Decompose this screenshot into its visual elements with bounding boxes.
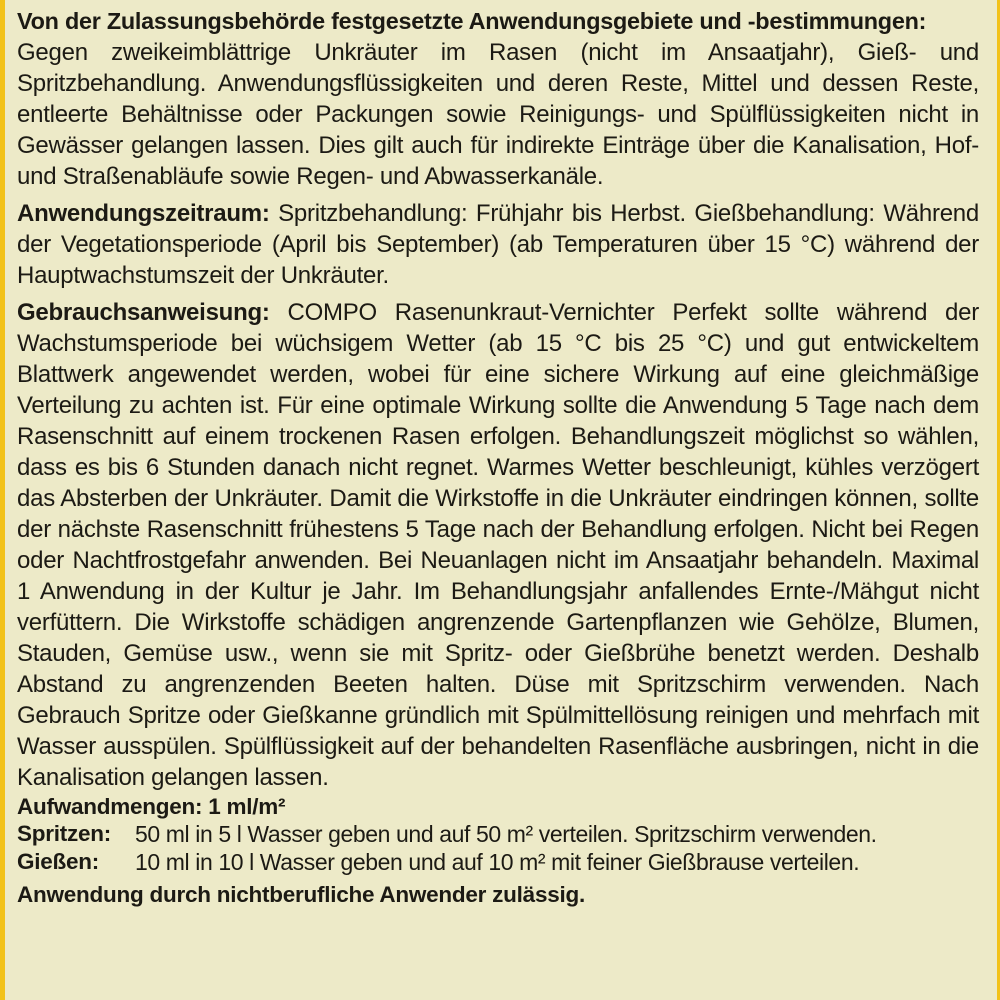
dosage-text-spraying: 50 ml in 5 l Wasser geben und auf 50 m² verteilen. Spritzschirm verwenden. (135, 821, 877, 847)
section-instructions (17, 297, 979, 793)
section-title-application-areas: Von der Zulassungsbehörde festgesetzte Anwendungsgebiete und -bestimmungen: (17, 8, 927, 34)
product-label-text-panel (5, 0, 997, 1000)
dosage-row-watering (17, 848, 979, 876)
section-title-instructions: Gebrauchsanweisung: (17, 299, 270, 326)
dosage-label-watering: Gießen: (17, 849, 100, 874)
dosage-label-spraying: Spritzen: (17, 821, 112, 846)
dosage-text-watering: 10 ml in 10 l Wasser geben und auf 10 m² mit feiner Gießbrause verteilen. (135, 849, 860, 875)
section-text-instructions: COMPO Rasenunkraut-Vernichter Perfekt sollte während der Wachstumsperiode bei wüchsigem Wetter (ab 15 °C bis 25 °C) und gut entwickeltem Blattwerk angewendet werden, wobei für eine sichere Wirkung auf eine gleichmäßige Verteilung zu achten ist. Für eine optimale Wirkung sollte die Anwendung 5 Tage nach dem Rasenschnitt auf einem trockenen Rasen erfolgen. Behandlungszeit möglichst so wählen, dass es bis 6 Stunden danach nicht regnet. Warmes Wetter beschleunigt, kühles verzögert das Absterben der Unkräuter. Damit die Wirkstoffe in die Unkräuter eindringen können, sollte der nächste Rasenschnitt frühestens 5 Tage nach der Behandlung erfolgen. Nicht bei Regen oder Nachtfrostgefahr anwenden. Bei Neuanlagen nicht im Ansaatjahr behandeln. Maximal 1 Anwendung in der Kultur je Jahr. Im Behandlungsjahr anfallendes Ernte-/Mähgut nicht verfüttern. Die Wirkstoffe schädigen angrenzende Gartenpflanzen wie Gehölze, Blumen, Stauden, Gemüse usw., wenn sie mit Spritz- oder Gießbrühe benetzt werden. Deshalb Abstand zu angrenzenden Beeten halten. Düse mit Spritzschirm verwenden. Nach Gebrauch Spritze oder Gießkanne gründlich mit Spülmittellösung reinigen und mehrfach mit Wasser ausspülen. Spülflüssigkeit auf der behandelten Rasenfläche ausbringen, nicht in die Kanalisation gelangen lassen. (17, 299, 979, 791)
footer-note: Anwendung durch nichtberufliche Anwender zulässig. (17, 882, 585, 907)
dosage-row-spraying (17, 820, 979, 848)
section-application-areas (17, 6, 979, 192)
dosage-title: Aufwandmengen: 1 ml/m² (17, 794, 286, 819)
section-text-application-period: Spritzbehandlung: Frühjahr bis Herbst. Gießbehandlung: Während der Vegetationsperiode (April bis September) (ab Temperaturen über 15 °C) während der Hauptwachstumszeit der Unkräuter. (17, 200, 979, 289)
section-title-application-period: Anwendungszeitraum: (17, 200, 270, 227)
section-text-application-areas: Gegen zweikeimblättrige Unkräuter im Rasen (nicht im Ansaatjahr), Gieß- und Spritzbehandlung. Anwendungsflüssigkeiten und deren Reste, Mittel und dessen Reste, entleerte Behältnisse oder Packungen sowie Reinigungs- und Spülflüssigkeiten nicht in Gewässer gelangen lassen. Dies gilt auch für indirekte Einträge über die Kanalisation, Hof- und Straßenabläufe sowie Regen- und Abwasserkanäle. (17, 39, 979, 190)
section-application-period (17, 198, 979, 291)
